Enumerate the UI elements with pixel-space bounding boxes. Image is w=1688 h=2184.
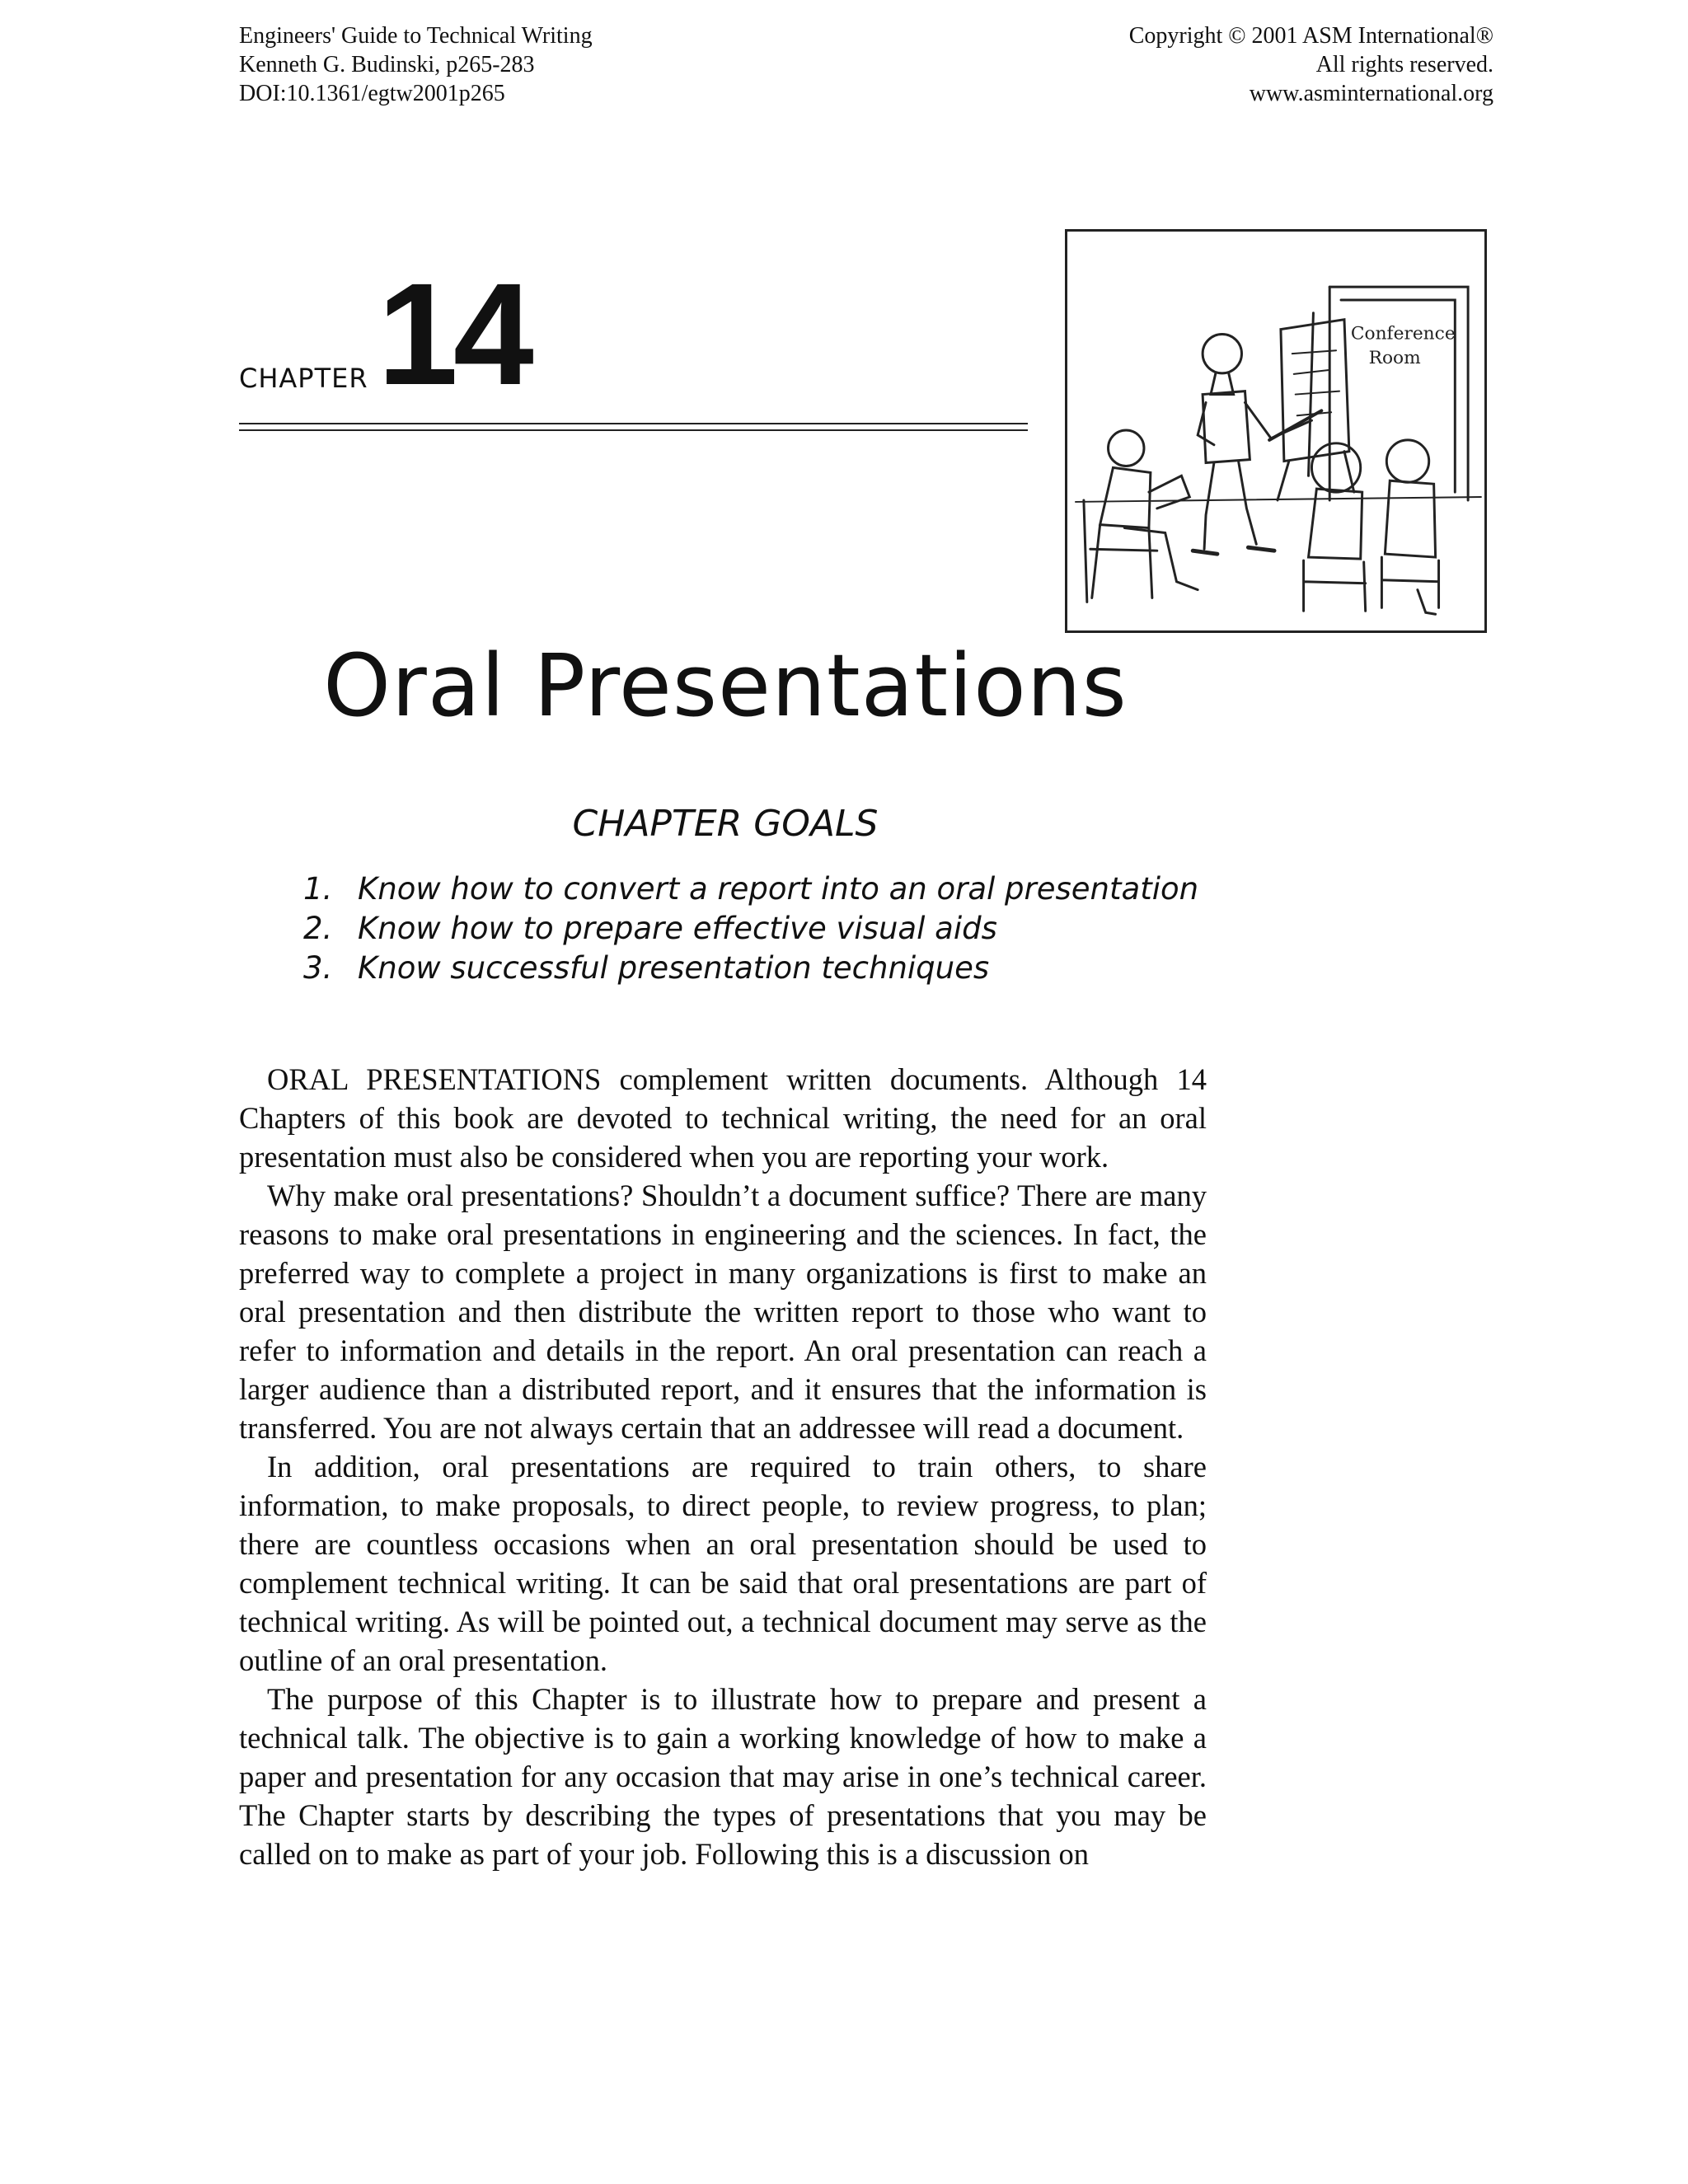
goal-number: 2. (303, 911, 333, 946)
chapter-label: CHAPTER (239, 363, 368, 394)
goal-number: 1. (303, 871, 333, 907)
body-text (239, 1060, 1207, 1873)
goal-item (303, 869, 1198, 909)
paragraph: In addition, oral presentations are required to train others, to share information, to make proposals, to direct people, to review progress, to plan; there are countless occasions when an oral presentation should be used to complement technical writing. It can be said that oral presentations are part of technical writing. As will be pointed out, a technical document may serve as the outline of an oral presentation. (239, 1450, 1207, 1677)
chapter-title: Oral Presentations (323, 635, 1128, 736)
paragraph: The purpose of this Chapter is to illustrate how to prepare and present a technical talk. The objective is to gain a working knowledge of how to make a paper and presentation for any occasion that may arise in one’s technical career. The Chapter starts by describing the types of presentations that you may be called on to make as part of your job. Following this is a discussion on (239, 1682, 1207, 1871)
rights: All rights reserved. (1315, 52, 1493, 77)
conference-room-illustration (1065, 229, 1487, 633)
doi: DOI:10.1361/egtw2001p265 (239, 81, 505, 106)
chapter-rule-bottom (239, 429, 1028, 431)
sign-line-2: Room (1368, 348, 1421, 369)
website: www.asminternational.org (1249, 81, 1493, 106)
book-title: Engineers' Guide to Technical Writing (239, 23, 593, 49)
goal-text: Know how to prepare effective visual aids (358, 911, 997, 946)
sign-line-1: Conference (1350, 323, 1456, 344)
chapter-rule-top (239, 423, 1028, 424)
goal-text: Know how to convert a report into an oral presentation (358, 871, 1199, 907)
goal-item (303, 909, 1198, 949)
goals-list (303, 869, 1198, 988)
goals-heading: CHAPTER GOALS (572, 803, 879, 845)
goal-number: 3. (303, 950, 333, 986)
paragraph: ORAL PRESENTATIONS complement written documents. Although 14 Chapters of this book are devoted to technical writing, the need for an oral presentation must also be considered when you are reporting your work. (239, 1062, 1207, 1174)
header-left (239, 21, 593, 108)
chapter-number: 14 (377, 254, 529, 415)
author-pages: Kenneth G. Budinski, p265-283 (239, 52, 535, 77)
goal-text: Know successful presentation techniques (358, 950, 990, 986)
goal-item (303, 949, 1198, 988)
header-right (1129, 21, 1493, 108)
copyright: Copyright © 2001 ASM International® (1128, 23, 1493, 49)
paragraph: Why make oral presentations? Shouldn’t a document suffice? There are many reasons to make oral presentations in engineering and the sciences. In fact, the preferred way to complete a project in many organizations is first to make an oral presentation and then distribute the written report to those who want to refer to information and details in the report. An oral presentation can reach a larger audience than a distributed report, and it ensures that the information is transferred. You are not always certain that an addressee will read a document. (239, 1179, 1207, 1445)
